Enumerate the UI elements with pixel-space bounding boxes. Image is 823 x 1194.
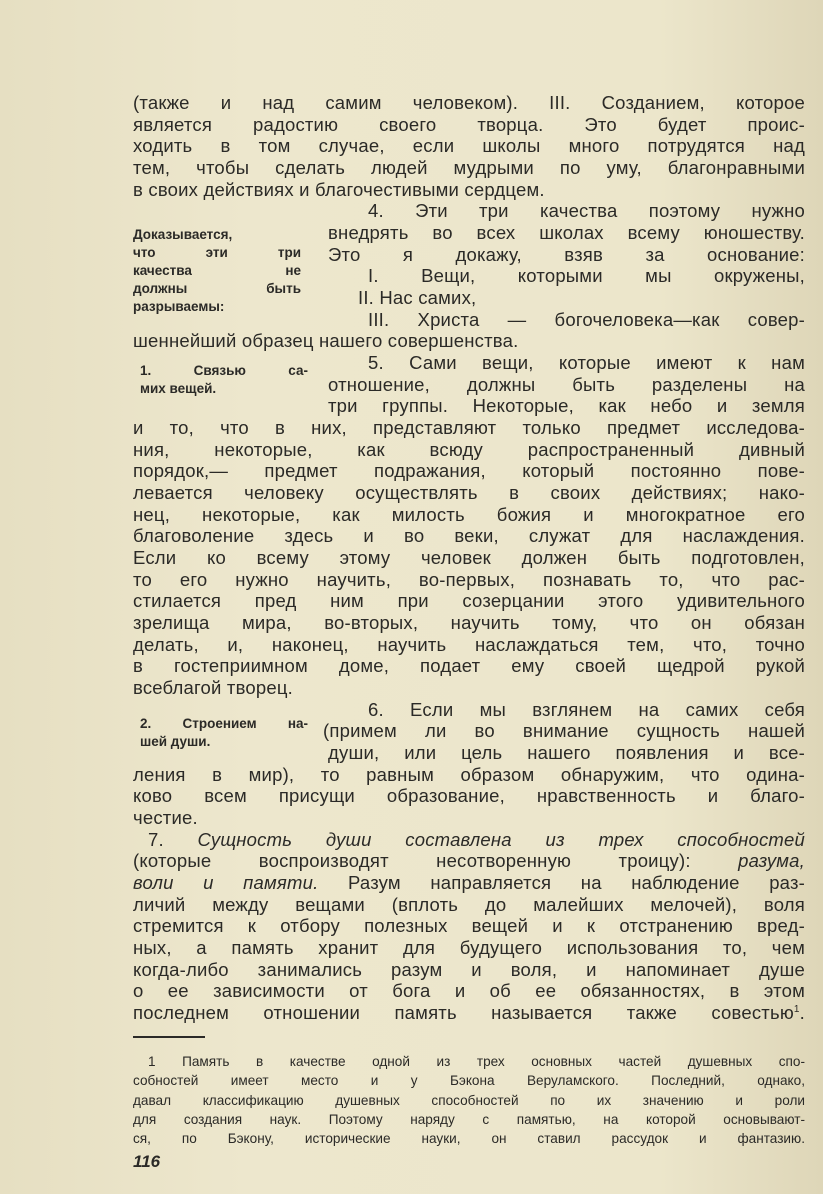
text-line: Если ко всему этому человек должен быть подготовлен,	[133, 547, 805, 569]
text-line: ково всем присущи образование, нравственность и благо-	[133, 785, 805, 807]
text-line: души, или цель нашего появления и все-	[328, 742, 805, 764]
margin-note-line: должны быть	[133, 281, 301, 296]
page-number: 116	[133, 1152, 161, 1171]
footnote-line: 1 Память в качестве одной из трех основных частей душевных спо-	[148, 1054, 805, 1069]
footnote-line: собностей имеет место и у Бэкона Веруламского. Последний, однако,	[133, 1073, 805, 1089]
margin-note-line: 2. Строением на-	[140, 716, 308, 731]
text-line	[148, 829, 805, 851]
text-segment: .	[799, 1002, 805, 1024]
footnote-line: давал классификацию душевных способностей по их значению и роли	[133, 1092, 805, 1108]
text-line: порядок,— предмет подражания, который постоянно пове-	[133, 460, 805, 482]
text-line: II. Нас самих,	[358, 287, 477, 309]
text-line: всеблагой творец.	[133, 677, 293, 699]
text-line: Это я докажу, взяв за основание:	[328, 243, 805, 265]
text-line: в гостеприимном доме, подает ему своей щедрой рукой	[133, 655, 805, 677]
text-line: когда-либо занимались разум и воля, и напоминает душе	[133, 958, 805, 980]
text-line: зрелища мира, во-вторых, научить тому, что он обязан	[133, 612, 805, 634]
text-line: и то, что в них, представляют только предмет исследова-	[133, 417, 805, 439]
margin-note-line: 1. Связью са-	[140, 363, 308, 378]
text-line: III. Христа — богочеловека—как совер-	[368, 308, 805, 330]
italic-text: разума,	[738, 850, 805, 872]
text-line: шеннейший образец нашего совершенства.	[133, 330, 519, 352]
text-line: 4. Эти три качества поэтому нужно	[368, 200, 805, 222]
text-line: тем, чтобы сделать людей мудрыми по уму, благонравными	[133, 157, 805, 178]
text-segment: последнем отношении память называется также совестью	[133, 1002, 794, 1024]
text-segment: 7.	[148, 828, 198, 850]
text-line: ления в мир), то равным образом обнаружим, что одина-	[133, 763, 805, 785]
text-line: внедрять во всех школах всему юношеству.	[328, 222, 805, 244]
text-line: три группы. Некоторые, как небо и земля	[328, 395, 805, 417]
text-line: нец, некоторые, как милость божия и многократное его	[133, 503, 805, 525]
footnote-line: для создания наук. Поэтому наряду с памятью, на которой основывают-	[133, 1111, 805, 1127]
text-line: стремится к отбору полезных вещей и к отстранению вред-	[133, 915, 805, 937]
text-line: ных, а память хранит для будущего использования то, чем	[133, 937, 805, 959]
italic-text: воли и памяти.	[133, 872, 319, 894]
text-line: честие.	[133, 807, 198, 829]
text-line: личий между вещами (вплоть до малейших мелочей), воля	[133, 893, 805, 915]
text-line: то его нужно научить, во-первых, познавать то, что рас-	[133, 568, 805, 590]
text-line: левается человеку осуществлять в своих действиях; нако-	[133, 482, 805, 504]
text-line: ходить в том случае, если школы много потрудятся над	[133, 135, 805, 157]
text-line: в своих действиях и благочестивыми сердцем.	[133, 178, 545, 200]
text-line: 6. Если мы взглянем на самих себя	[368, 698, 805, 720]
text-line: благоволение здесь и во веки, служат для наслаждения.	[133, 525, 805, 547]
text-line: I. Вещи, которыми мы окружены,	[368, 265, 805, 287]
text-line: 5. Сами вещи, которые имеют к нам	[368, 352, 805, 374]
text-line	[133, 872, 805, 894]
text-line: стилается пред ним при созерцании этого удивительного	[133, 590, 805, 612]
italic-text: Сущность души составлена из трех способностей	[197, 828, 805, 850]
footnote-ref: 1	[793, 1003, 800, 1015]
text-segment: (которые воспроизводят несотворенную троицу):	[133, 850, 739, 872]
margin-note-line: разрываемы:	[133, 299, 225, 314]
text-line: является радостию своего творца. Это будет проис-	[133, 113, 805, 135]
margin-note-line: качества не	[133, 263, 301, 278]
margin-note-line: что эти три	[133, 245, 301, 260]
text-line: (примем ли во внимание сущность нашей	[323, 720, 805, 742]
footnote-line: ся, по Бэкону, исторические науки, он ставил рассудок и фантазию.	[133, 1131, 805, 1147]
text-line	[133, 1002, 805, 1024]
text-line	[133, 850, 805, 872]
text-line: о ее зависимости от бога и об ее обязанностях, в этом	[133, 980, 805, 1002]
footnote-separator	[133, 1036, 205, 1038]
margin-note-line: Доказывается,	[133, 227, 233, 242]
text-line: делать, и, наконец, научить наслаждаться тем, что, точно	[133, 633, 805, 655]
text-line: (также и над самим человеком). III. Созданием, которое	[133, 92, 805, 113]
margin-note-line: шей души.	[140, 734, 211, 749]
margin-note-line: мих вещей.	[140, 381, 217, 396]
text-line: отношение, должны быть разделены на	[328, 373, 805, 395]
text-line: ния, некоторые, как всюду распространенный дивный	[133, 438, 805, 460]
text-segment: Разум направляется на наблюдение раз-	[318, 872, 806, 894]
